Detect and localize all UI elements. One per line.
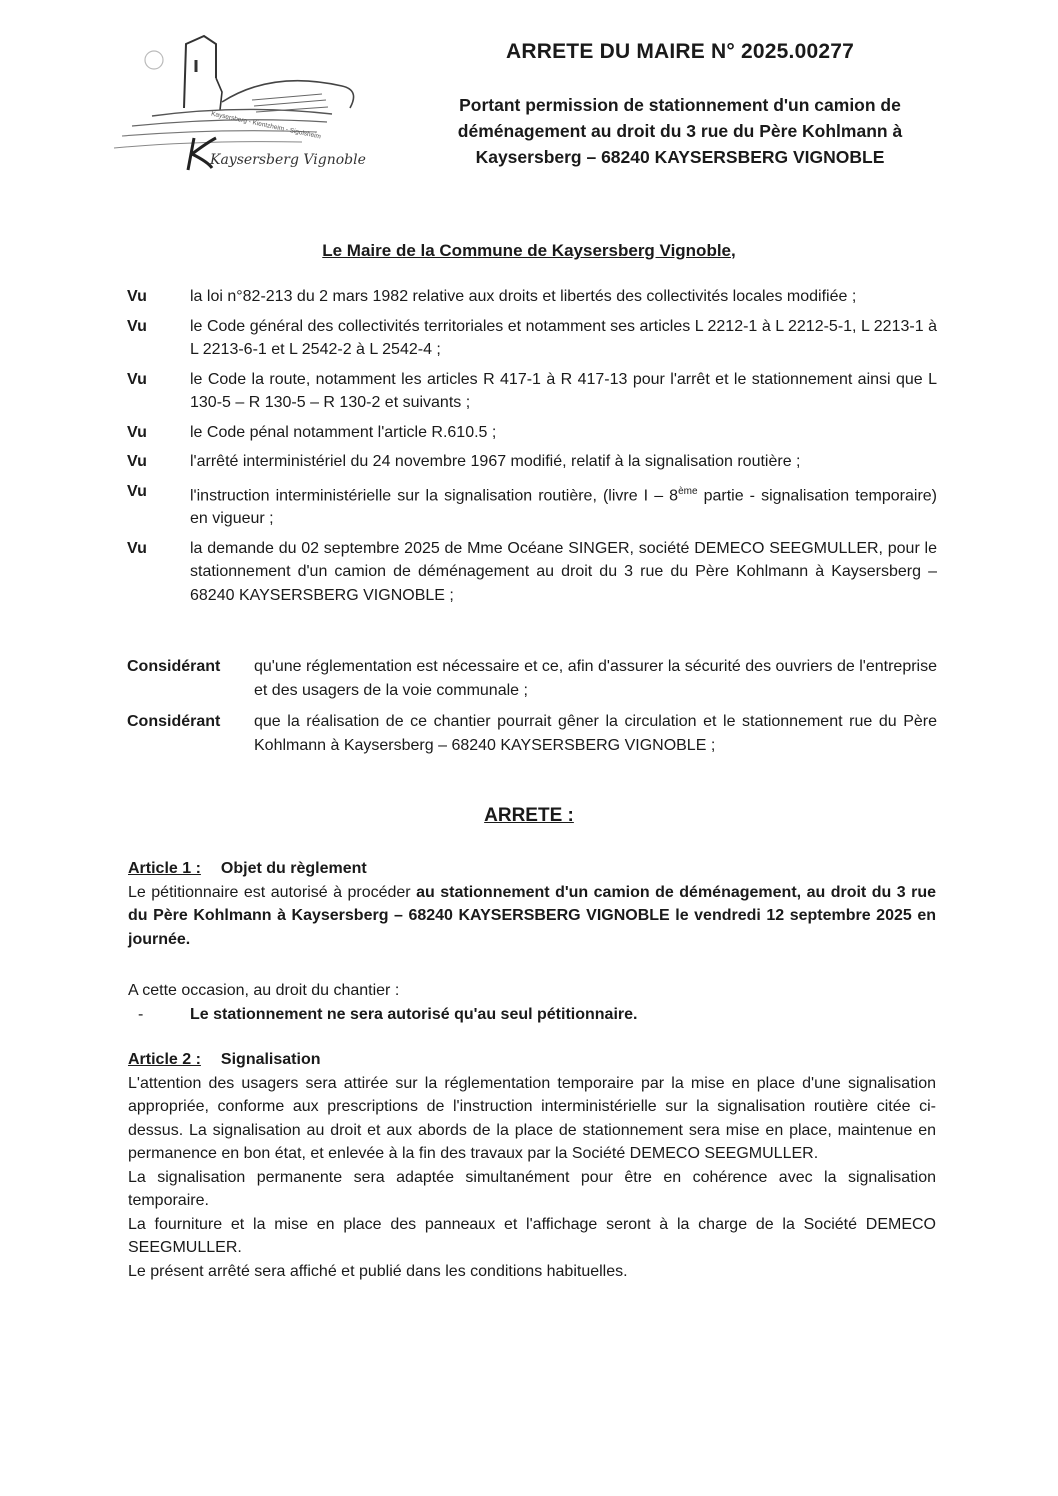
decree-title: ARRETE DU MAIRE N° 2025.00277 (506, 40, 854, 63)
vu-key: Vu (127, 317, 147, 335)
bullet-text: Le stationnement ne sera autorisé qu'au seul pétitionnaire. (190, 1005, 638, 1023)
vu-text: la demande du 02 septembre 2025 de Mme Océane SINGER, société DEMECO SEEGMULLER, pour le stationnement d'un camion de déménagement au droit du 3 rue du Père Kohlmann à Kaysersberg – 68240 KAYSERSBERG VIGNOBLE ; (190, 539, 937, 604)
vu-key: Vu (127, 482, 147, 500)
list-item: - Le stationnement ne sera autorisé qu'au seul pétitionnaire. (128, 1003, 936, 1027)
article-title: Objet du règlement (220, 860, 367, 877)
list-item (127, 655, 937, 702)
article-title: Signalisation (220, 1051, 321, 1068)
list-item (127, 285, 937, 309)
commune-logo (112, 30, 372, 180)
vu-list (127, 285, 937, 613)
list-item (127, 368, 937, 415)
document-header (400, 40, 960, 170)
subtitle-line: déménagement au droit du 3 rue du Père Kohlmann à (457, 121, 903, 141)
subtitle-line: Portant permission de stationnement d'un camion de (459, 95, 901, 115)
article-paragraph: L'attention des usagers sera attirée sur la réglementation temporaire par la mise en place d'une signalisation appropriée, conforme aux prescriptions de l'instruction interministérielle sur la signalisation routière citée ci-dessus. La signalisation au droit et aux abords de la place de stationnement sera mise en place, maintenue en permanence en bon état, et enlevée à la fin des travaux par la Société DEMECO SEEGMULLER. (128, 1074, 936, 1162)
considerant-text: que la réalisation de ce chantier pourrait gêner la circulation et le stationnement rue du Père Kohlmann à Kaysersberg – 68240 KAYSERSBERG VIGNOBLE ; (254, 713, 937, 754)
decree-subtitle (400, 92, 960, 170)
article-heading (128, 857, 936, 881)
article-paragraph: La signalisation permanente sera adaptée simultanément pour être en cohérence avec la signalisation temporaire. (128, 1168, 936, 1209)
article-number: Article 2 : (128, 1051, 201, 1068)
considerant-list (127, 655, 937, 765)
article-body (128, 881, 936, 952)
list-item (127, 537, 937, 608)
list-item (127, 315, 937, 362)
vu-key: Vu (127, 453, 147, 470)
list-item (127, 421, 937, 445)
article-number: Article 1 : (128, 860, 201, 877)
considerant-text: qu'une réglementation est nécessaire et ce, afin d'assurer la sécurité des ouvriers de l'entreprise et des usagers de la voie communale ; (254, 658, 937, 699)
vu-key: Vu (127, 423, 147, 441)
superscript: ème (678, 485, 698, 497)
article-2 (128, 1048, 936, 1283)
considerant-key: Considérant (127, 658, 221, 675)
vu-text-part: partie - signalisation temporaire) en vigueur ; (190, 486, 937, 528)
maire-heading: Le Maire de la Commune de Kaysersberg Vignoble, (322, 241, 736, 260)
vu-text: le Code pénal notamment l'article R.610.5 ; (190, 423, 497, 441)
vu-key: Vu (127, 370, 147, 388)
article-bold-text: au stationnement d'un camion de déménagement, au droit du 3 rue du Père Kohlmann à Kaysersberg – 68240 KAYSERSBERG VIGNOBLE le vendredi 12 septembre 2025 en journée. (128, 883, 937, 948)
article-occasion: A cette occasion, au droit du chantier : (128, 982, 400, 999)
vu-text: le Code général des collectivités territoriales et notamment ses articles L 2212-1 à L 2212-5-1, L 2213-1 à L 2213-6-1 et L 2542-2 à L 2542-4 ; (190, 317, 937, 358)
list-item (127, 710, 937, 757)
logo-small-text: Kaysersberg - Kientzheim - Sigolsheim (210, 110, 322, 141)
article-paragraph: Le présent arrêté sera affiché et publié dans les conditions habituelles. (128, 1262, 628, 1280)
article-paragraph: La fourniture et la mise en place des panneaux et l'affichage seront à la charge de la Société DEMECO SEEGMULLER. (128, 1215, 936, 1256)
considerant-key: Considérant (127, 713, 221, 730)
subtitle-line: Kaysersberg – 68240 KAYSERSBERG VIGNOBLE (475, 147, 885, 167)
vu-text: l'arrêté interministériel du 24 novembre 1967 modifié, relatif à la signalisation routière ; (190, 453, 801, 470)
article-1 (128, 857, 936, 1026)
arrete-heading: ARRETE : (484, 805, 574, 826)
vu-text: le Code la route, notamment les articles R 417-1 à R 417-13 pour l'arrêt et le stationnement ainsi que L 130-5 – R 130-5 – R 130-2 et suivants ; (190, 370, 937, 411)
vu-text: la loi n°82-213 du 2 mars 1982 relative aux droits et libertés des collectivités locales modifiée ; (190, 288, 857, 305)
article-heading (128, 1048, 936, 1072)
logo-name: Kaysersberg Vignoble (210, 152, 366, 168)
list-item (127, 450, 937, 474)
vu-text (190, 480, 937, 531)
list-item (127, 480, 937, 531)
vu-key: Vu (127, 288, 147, 305)
vu-text-part: l'instruction interministérielle sur la signalisation routière, (livre I – 8 (190, 486, 679, 504)
vu-key: Vu (127, 539, 147, 557)
article-intro: Le pétitionnaire est autorisé à procéder (128, 883, 417, 901)
